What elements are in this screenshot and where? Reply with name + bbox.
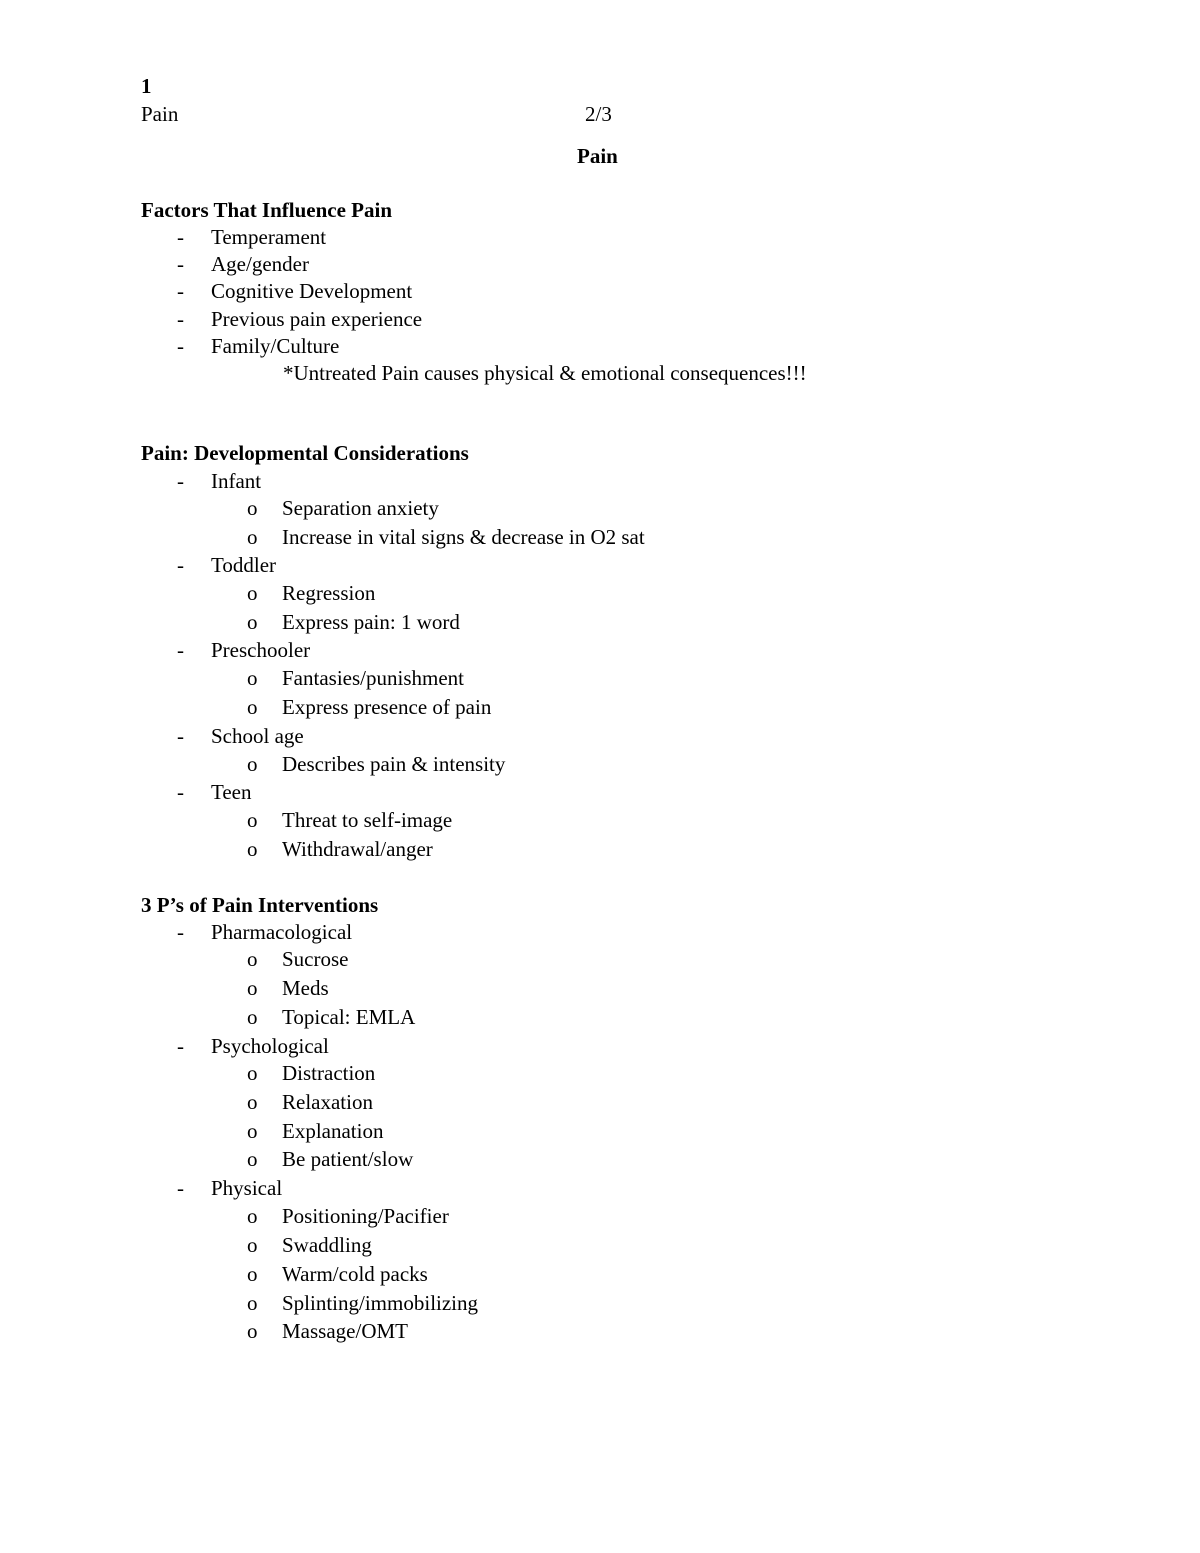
sub-list-item: Splinting/immobilizing	[282, 1291, 479, 1315]
dash-marker: -	[177, 780, 184, 804]
section-heading: 3 P’s of Pain Interventions	[141, 893, 379, 917]
dash-marker: -	[177, 920, 184, 944]
sub-list-item: Separation anxiety	[282, 496, 439, 520]
section-heading: Pain: Developmental Considerations	[141, 441, 469, 465]
dash-marker: -	[177, 1176, 184, 1200]
bullet-marker: o	[247, 1291, 258, 1315]
sub-list-item: Explanation	[282, 1119, 384, 1143]
dash-marker: -	[177, 334, 184, 358]
header-date: 2/3	[585, 102, 612, 126]
bullet-marker: o	[247, 1119, 258, 1143]
list-item-label: Teen	[211, 780, 252, 804]
dash-marker: -	[177, 225, 184, 249]
dash-marker: -	[177, 553, 184, 577]
sub-list-item: Fantasies/punishment	[282, 666, 464, 690]
bullet-marker: o	[247, 1204, 258, 1228]
bullet-marker: o	[247, 1061, 258, 1085]
list-item-label: Pharmacological	[211, 920, 353, 944]
sub-list-item: Threat to self-image	[282, 808, 453, 832]
bullet-marker: o	[247, 808, 258, 832]
sub-list-item: Positioning/Pacifier	[282, 1204, 449, 1228]
sub-list-item: Warm/cold packs	[282, 1262, 428, 1286]
dash-marker: -	[177, 279, 184, 303]
sub-list-item: Swaddling	[282, 1233, 372, 1257]
sub-list-item: Relaxation	[282, 1090, 373, 1114]
bullet-marker: o	[247, 695, 258, 719]
list-item-label: Cognitive Development	[211, 279, 413, 303]
list-item-label: Family/Culture	[211, 334, 340, 358]
sub-list-item: Express presence of pain	[282, 695, 492, 719]
sub-list-item: Describes pain & intensity	[282, 752, 506, 776]
bullet-marker: o	[247, 581, 258, 605]
sub-list-item: Topical: EMLA	[282, 1005, 416, 1029]
page-number: 1	[141, 74, 152, 98]
dash-marker: -	[177, 307, 184, 331]
list-item-label: School age	[211, 724, 304, 748]
list-item-label: Infant	[211, 469, 262, 493]
list-item-label: Preschooler	[211, 638, 311, 662]
sub-list-item: Increase in vital signs & decrease in O2 sat	[282, 525, 645, 549]
dash-marker: -	[177, 1034, 184, 1058]
bullet-marker: o	[247, 666, 258, 690]
dash-marker: -	[177, 252, 184, 276]
bullet-marker: o	[247, 496, 258, 520]
sub-list-item: Withdrawal/anger	[282, 837, 433, 861]
page-title: Pain	[577, 144, 618, 168]
bullet-marker: o	[247, 1233, 258, 1257]
sub-list-item: Meds	[282, 976, 329, 1000]
list-item-label: Physical	[211, 1176, 283, 1200]
dash-marker: -	[177, 469, 184, 493]
bullet-marker: o	[247, 1005, 258, 1029]
bullet-marker: o	[247, 947, 258, 971]
bullet-marker: o	[247, 976, 258, 1000]
list-item-label: Psychological	[211, 1034, 329, 1058]
dash-marker: -	[177, 638, 184, 662]
bullet-marker: o	[247, 752, 258, 776]
sub-list-item: Regression	[282, 581, 376, 605]
sub-list-item: Distraction	[282, 1061, 376, 1085]
bullet-marker: o	[247, 1090, 258, 1114]
bullet-marker: o	[247, 837, 258, 861]
bullet-marker: o	[247, 1319, 258, 1343]
sub-list-item: Sucrose	[282, 947, 349, 971]
bullet-marker: o	[247, 1262, 258, 1286]
list-item-label: Previous pain experience	[211, 307, 423, 331]
list-item-label: Toddler	[211, 553, 277, 577]
list-item-label: Age/gender	[211, 252, 309, 276]
bullet-marker: o	[247, 610, 258, 634]
sub-list-item: Massage/OMT	[282, 1319, 408, 1343]
sub-list-item: Be patient/slow	[282, 1147, 414, 1171]
header-subject: Pain	[141, 102, 179, 126]
dash-marker: -	[177, 724, 184, 748]
bullet-marker: o	[247, 525, 258, 549]
bullet-marker: o	[247, 1147, 258, 1171]
sub-list-item: Express pain: 1 word	[282, 610, 460, 634]
section-heading: Factors That Influence Pain	[141, 198, 393, 222]
note-text: *Untreated Pain causes physical & emotional consequences!!!	[283, 361, 807, 385]
list-item-label: Temperament	[211, 225, 327, 249]
